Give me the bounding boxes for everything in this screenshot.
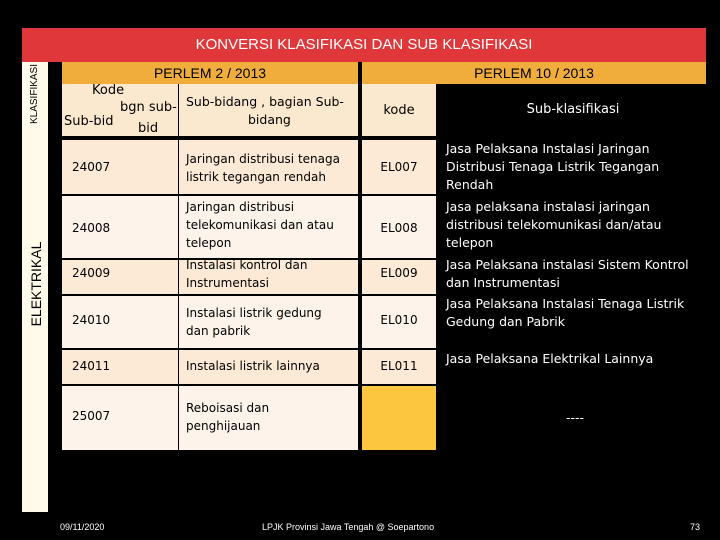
col-header-sub-bid: Sub-bid xyxy=(64,114,114,129)
klasifikasi-label: KLASIFIKASI xyxy=(29,63,40,125)
subklasifikasi-6: ---- xyxy=(566,410,585,425)
footer-page-number: 73 xyxy=(690,522,701,532)
row-3-desc: Instalasi kontrol dan Instrumentasi xyxy=(186,258,308,290)
row-1-desc: Jaringan distribusi tenaga listrik tegangan rendah xyxy=(186,152,340,184)
row-5-code: 24011 xyxy=(72,359,111,373)
subklasifikasi-2: Jasa pelaksana instalasi jaringan distribusi telekomunikasi dan/atau telepon xyxy=(446,199,662,250)
row-6-kode-cell-highlight xyxy=(362,386,436,450)
left-header-perlem-2-2013: PERLEM 2 / 2013 xyxy=(62,62,358,84)
row-2-code: 24008 xyxy=(72,221,111,235)
col-header-sub-bidang-line2: bidang xyxy=(248,112,291,127)
row-5-desc: Instalasi listrik lainnya xyxy=(186,359,320,373)
row-2-kode: EL008 xyxy=(380,221,418,235)
col-header-bgn-sub: bgn sub- xyxy=(120,100,177,115)
row-5-kode: EL011 xyxy=(380,359,418,373)
elektrikal-label: ELEKTRIKAL xyxy=(28,241,44,327)
footer-date: 09/11/2020 xyxy=(60,522,105,532)
slide-title: KONVERSI KLASIFIKASI DAN SUB KLASIFIKASI xyxy=(22,28,706,62)
row-6-desc: Reboisasi dan penghijauan xyxy=(186,401,270,433)
row-1-code: 24007 xyxy=(72,160,111,174)
row-4-kode: EL010 xyxy=(380,313,418,327)
col-header-kode-new: kode xyxy=(383,103,415,118)
col-header-kode: Kode xyxy=(92,83,125,98)
row-1-kode: EL007 xyxy=(380,160,418,174)
footer-center: LPJK Provinsi Jawa Tengah @ Soepartono xyxy=(262,522,435,532)
row-3-kode: EL009 xyxy=(380,266,418,280)
subklasifikasi-1: Jasa Pelaksana Instalasi Jaringan Distribusi Tenaga Listrik Tegangan Rendah xyxy=(446,141,660,192)
row-4-desc: Instalasi listrik gedung dan pabrik xyxy=(186,306,322,338)
right-header-perlem-10-2013: PERLEM 10 / 2013 xyxy=(362,62,706,84)
subklasifikasi-5: Jasa Pelaksana Elektrikal Lainnya xyxy=(446,351,654,366)
row-4-code: 24010 xyxy=(72,313,111,327)
col-header-sub-bidang-line1: Sub-bidang , bagian Sub- xyxy=(186,94,344,109)
col-header-bid: bid xyxy=(138,121,159,136)
subklasifikasi-3: Jasa Pelaksana instalasi Sistem Kontrol dan Instrumentasi xyxy=(446,257,689,290)
row-2-desc: Jaringan distribusi telekomunikasi dan atau telepon xyxy=(186,200,334,250)
row-6-code: 25007 xyxy=(72,409,111,423)
row-3-code: 24009 xyxy=(72,266,111,280)
subklasifikasi-4: Jasa Pelaksana Instalasi Tenaga Listrik Gedung dan Pabrik xyxy=(446,296,685,329)
col-header-sub-klasifikasi: Sub-klasifikasi xyxy=(526,102,620,117)
